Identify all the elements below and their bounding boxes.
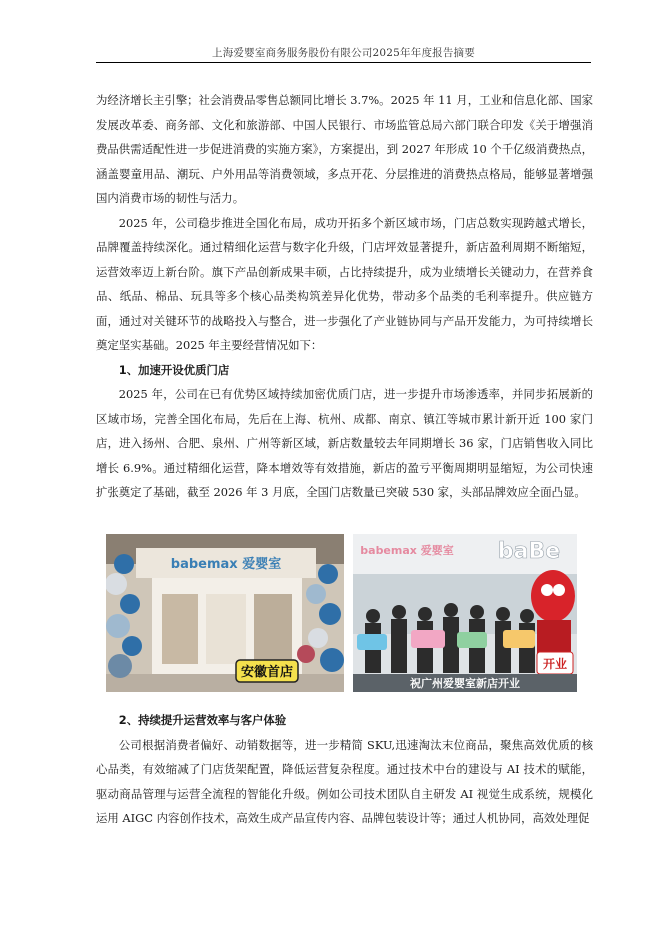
store-sign-left: babemax 爱婴室 bbox=[170, 557, 282, 572]
photo-guangzhou-store bbox=[353, 534, 577, 692]
paragraph-company-overview: 2025 年，公司稳步推进全国化布局，成功开拓多个新区域市场，门店总数实现跨越式增长，品牌覆盖持续深化。通过精细化运营与数字化升级，门店坪效显著提升，新店盈利周期不断缩短，运营效率迈上新台阶。旗下产品创新成果丰硕，占比持续提升，成为业绩增长关键动力，在营养食品、纸品、棉品、玩具等多个核心品类构筑差异化优势，带动多个品类的毛利率提升。供应链方面，通过对关键环节的战略投入与整合，进一步强化了产业链协同与产品开发能力，为可持续增长奠定坚实基础。2025 年主要经营情况如下： bbox=[96, 215, 593, 352]
section-heading-operations: 2、持续提升运营效率与客户体验 bbox=[118, 713, 287, 727]
store-sign-right-large: baBe bbox=[497, 539, 561, 564]
body-section-1 bbox=[96, 88, 593, 505]
photo-anhui-store bbox=[106, 534, 344, 692]
running-header: 上海爱婴室商务服务股份有限公司2025年年度报告摘要 bbox=[212, 47, 475, 59]
photo-caption-right: 祝广州爱婴室新店开业 bbox=[410, 677, 520, 690]
header-rule bbox=[96, 62, 591, 63]
photo-caption-left: 安徽首店 bbox=[240, 665, 294, 680]
store-sign-right: babemax 爱婴室 bbox=[360, 544, 454, 557]
paragraph-stores: 2025 年，公司在已有优势区域持续加密优质门店，进一步提升市场渗透率，并同步拓展新的区域市场，完善全国化布局，先后在上海、杭州、成都、南京、镇江等城市累计新开近 100 家门店，进入扬州、合肥、泉州、广州等新区域，新店数量较去年同期增长 36 家，门店销售收入同比增长 6.9%。通过精细化运营，降本增效等有效措施，新店的盈亏平衡周期明显缩短，为公司快速扩张奠定了基础，截至 2026 年 3 月底，全国门店数量已突破 530 家，头部品牌效应全面凸显。 bbox=[96, 387, 593, 499]
section-heading-stores: 1、加速开设优质门店 bbox=[118, 362, 230, 377]
body-section-2 bbox=[96, 708, 593, 831]
store-photos bbox=[106, 534, 578, 692]
paragraph-operations: 公司根据消费者偏好、动销数据等，进一步精简 SKU,迅速淘汰末位商品，聚焦高效优质的核心品类，有效缩减了门店货架配置，降低运营复杂程度。通过技术中台的建设与 AI 技术的赋能，驱动商品管理与运营全流程的智能化升级。例如公司技术团队自主研发 AI 视觉生成系统，规模化运用 AIGC 内容创作技术，高效生成产品宣传内容、品牌包装设计等；通过人机协同，高效处理促 bbox=[96, 737, 593, 825]
paragraph-economy: 为经济增长主引擎；社会消费品零售总额同比增长 3.7%。2025 年 11 月，工业和信息化部、国家发展改革委、商务部、文化和旅游部、中国人民银行、市场监管总局六部门联合印发《关于增强消费品供需适配性进一步促进消费的实施方案》，方案提出，到 2027 年形成 10 个千亿级消费热点，涵盖婴童用品、潮玩、户外用品等消费领域，多点开花、分层推进的消费热点格局，能够显著增强国内消费市场的韧性与活力。 bbox=[96, 93, 593, 205]
opening-board: 开业 bbox=[542, 657, 568, 671]
